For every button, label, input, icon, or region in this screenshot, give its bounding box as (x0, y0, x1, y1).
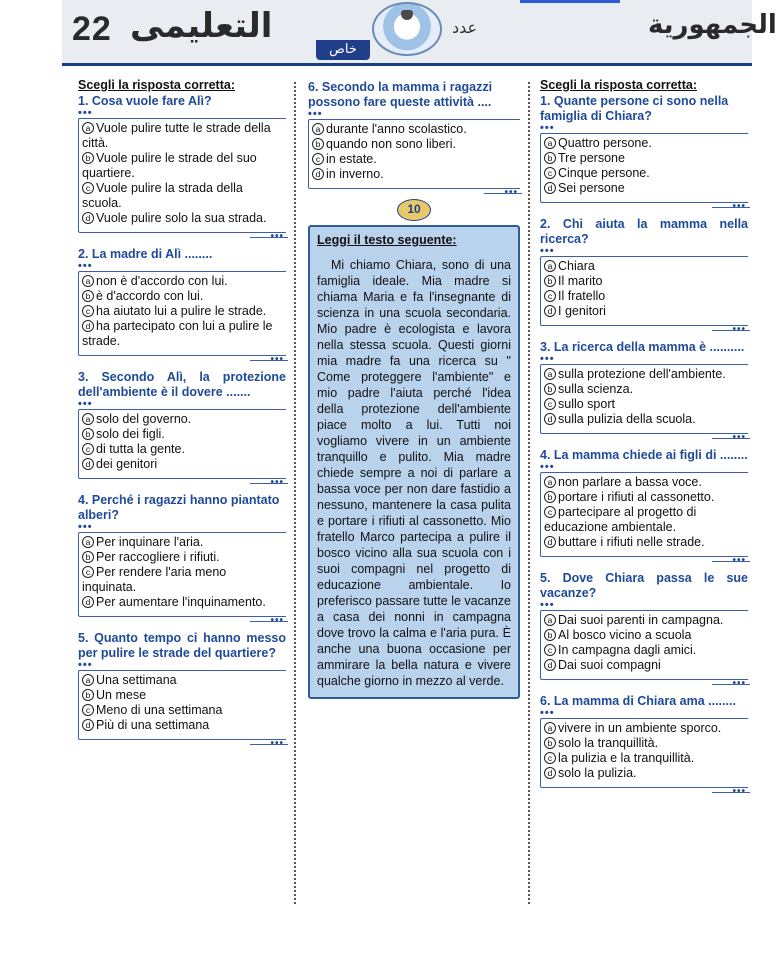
option-letter: c (82, 182, 94, 194)
option-text: partecipare al progetto di educazione ambientale. (544, 505, 697, 534)
option-letter: d (544, 413, 556, 425)
option-letter: c (82, 443, 94, 455)
option-letter: d (82, 719, 94, 731)
option-text: quando non sono liberi. (326, 137, 456, 151)
question-text: 3. Secondo Alì, la protezione dell'ambiente è il dovere ....... (78, 370, 286, 399)
option-letter: c (82, 704, 94, 716)
option-letter: a (312, 123, 324, 135)
answer-option[interactable] (82, 304, 282, 319)
option-text: Dai suoi compagni (558, 658, 661, 672)
option-text: sullo sport (558, 397, 615, 411)
column-divider-1 (294, 82, 296, 904)
option-letter: c (82, 305, 94, 317)
question-text: 4. Perché i ragazzi hanno piantato alberi? (78, 493, 280, 522)
option-text: Quattro persone. (558, 136, 652, 150)
section-title: التعليمى (130, 6, 273, 46)
right-column (540, 78, 748, 797)
answer-option[interactable] (544, 412, 744, 427)
option-text: la pulizia e la tranquillità. (558, 751, 695, 765)
answer-option[interactable] (544, 751, 744, 766)
option-text: ha partecipato con lui a pulire le strade. (82, 319, 273, 348)
answer-option[interactable] (82, 181, 282, 211)
option-text: di tutta la gente. (96, 442, 185, 456)
option-text: Per rendere l'aria meno inquinata. (82, 565, 227, 594)
option-text: Al bosco vicino a scuola (558, 628, 692, 642)
answer-option[interactable] (82, 151, 282, 181)
question-text: 1. Cosa vuole fare Alì? (78, 94, 212, 108)
issue-label: عدد (452, 18, 478, 37)
options-box (540, 256, 748, 335)
option-letter: d (82, 320, 94, 332)
answer-option[interactable] (544, 721, 744, 736)
option-text: I genitori (558, 304, 606, 318)
answer-option[interactable] (82, 319, 282, 349)
question-text: 5. Quanto tempo ci hanno messo per pulire le strade del quartiere? (78, 631, 286, 660)
option-text: Per aumentare l'inquinamento. (96, 595, 266, 609)
question-block (540, 217, 748, 335)
answer-option[interactable] (312, 137, 516, 152)
answer-option[interactable] (82, 274, 282, 289)
answer-option[interactable] (544, 643, 744, 658)
answer-option[interactable] (82, 535, 282, 550)
option-text: durante l'anno scolastico. (326, 122, 467, 136)
answer-option[interactable] (544, 613, 744, 628)
option-letter: a (544, 260, 556, 272)
question-block (78, 247, 286, 365)
option-text: Meno di una settimana (96, 703, 223, 717)
section-number-badge: 10 (397, 199, 431, 221)
option-text: In campagna dagli amici. (558, 643, 697, 657)
option-letter: b (82, 689, 94, 701)
option-letter: b (544, 152, 556, 164)
answer-option[interactable] (82, 718, 282, 733)
question-text: 6. La mamma di Chiara ama ........ (540, 694, 736, 708)
option-text: Una settimana (96, 673, 177, 687)
answer-option[interactable] (544, 658, 744, 673)
dots-decoration: ••• (270, 477, 284, 488)
option-letter: a (82, 413, 94, 425)
answer-option[interactable] (82, 289, 282, 304)
dots-decoration: ••• (78, 260, 93, 272)
option-letter: c (312, 153, 324, 165)
answer-option[interactable] (82, 211, 282, 226)
answer-option[interactable] (82, 121, 282, 151)
option-text: vivere in un ambiente sporco. (558, 721, 722, 735)
option-letter: a (544, 137, 556, 149)
question-text: 2. La madre di Alì ........ (78, 247, 213, 261)
option-text: solo del governo. (96, 412, 192, 426)
option-letter: c (82, 566, 94, 578)
dots-decoration: ••• (732, 555, 746, 566)
option-text: Cinque persone. (558, 166, 650, 180)
answer-option[interactable] (544, 766, 744, 781)
option-letter: b (82, 551, 94, 563)
dots-decoration: ••• (78, 521, 93, 533)
options-box (78, 271, 286, 365)
answer-option[interactable] (544, 136, 744, 151)
question-block (78, 94, 286, 242)
option-letter: c (544, 644, 556, 656)
option-letter: c (544, 398, 556, 410)
option-letter: b (82, 152, 94, 164)
dots-decoration: ••• (732, 324, 746, 335)
option-letter: d (544, 182, 556, 194)
answer-option[interactable] (82, 442, 282, 457)
option-text: Vuole pulire solo la sua strada. (96, 211, 267, 225)
answer-option[interactable] (544, 367, 744, 382)
option-letter: d (544, 536, 556, 548)
answer-option[interactable] (82, 565, 282, 595)
option-text: Il fratello (558, 289, 606, 303)
instruction-label: Scegli la risposta corretta: (540, 78, 698, 92)
option-text: non è d'accordo con lui. (96, 274, 228, 288)
dots-decoration: ••• (732, 432, 746, 443)
dots-decoration: ••• (504, 187, 518, 198)
dots-decoration: ••• (270, 231, 284, 242)
answer-option[interactable] (82, 550, 282, 565)
options-box (540, 718, 748, 797)
option-letter: d (544, 659, 556, 671)
options-box (308, 119, 520, 198)
answer-option[interactable] (82, 457, 282, 472)
dots-decoration: ••• (270, 354, 284, 365)
answer-option[interactable] (82, 703, 282, 718)
answer-option[interactable] (544, 274, 744, 289)
dots-decoration: ••• (732, 201, 746, 212)
dots-decoration: ••• (270, 738, 284, 749)
top-accent-rule (520, 0, 620, 3)
option-text: Vuole pulire le strade del suo quartiere. (82, 151, 257, 180)
option-text: Sei persone (558, 181, 625, 195)
option-letter: c (544, 290, 556, 302)
option-letter: a (82, 536, 94, 548)
option-letter: d (544, 305, 556, 317)
option-text: sulla pulizia della scuola. (558, 412, 696, 426)
question-block (78, 493, 286, 626)
answer-option[interactable] (544, 259, 744, 274)
question-block (78, 631, 286, 749)
option-text: Il marito (558, 274, 603, 288)
question-block (540, 94, 748, 212)
dots-decoration: ••• (540, 707, 555, 719)
dots-decoration: ••• (540, 122, 555, 134)
option-text: solo la pulizia. (558, 766, 637, 780)
option-text: ha aiutato lui a pulire le strade. (96, 304, 267, 318)
ministry-seal-icon (372, 2, 442, 56)
option-text: sulla protezione dell'ambiente. (558, 367, 726, 381)
option-text: Per inquinare l'aria. (96, 535, 204, 549)
option-letter: d (82, 458, 94, 470)
answer-option[interactable] (82, 412, 282, 427)
option-letter: b (544, 383, 556, 395)
option-text: Dai suoi parenti in campagna. (558, 613, 724, 627)
question-text: 4. La mamma chiede ai figli di ........ (540, 448, 748, 462)
option-text: dei genitori (96, 457, 158, 471)
option-text: portare i rifiuti al cassonetto. (558, 490, 715, 504)
option-letter: a (82, 674, 94, 686)
option-letter: b (82, 290, 94, 302)
option-letter: c (544, 752, 556, 764)
answer-option[interactable] (544, 736, 744, 751)
option-text: Per raccogliere i rifiuti. (96, 550, 220, 564)
dots-decoration: ••• (78, 107, 93, 119)
question-block (540, 694, 748, 797)
dots-decoration: ••• (732, 678, 746, 689)
option-letter: d (82, 596, 94, 608)
option-letter: d (312, 168, 324, 180)
answer-option[interactable] (544, 166, 744, 181)
option-letter: a (544, 614, 556, 626)
options-box (78, 409, 286, 488)
option-letter: b (544, 629, 556, 641)
question-text: 5. Dove Chiara passa le sue vacanze? (540, 571, 748, 600)
left-column (78, 78, 286, 749)
question-block (540, 448, 748, 566)
dots-decoration: ••• (78, 659, 93, 671)
passage-title: Leggi il testo seguente: (317, 233, 457, 247)
dots-decoration: ••• (270, 615, 284, 626)
option-text: è d'accordo con lui. (96, 289, 204, 303)
option-letter: b (544, 491, 556, 503)
dots-decoration: ••• (540, 245, 555, 257)
option-letter: d (82, 212, 94, 224)
option-letter: c (544, 506, 556, 518)
option-text: in inverno. (326, 167, 384, 181)
option-text: solo la tranquillità. (558, 736, 659, 750)
option-letter: b (544, 737, 556, 749)
option-letter: b (82, 428, 94, 440)
option-letter: a (544, 368, 556, 380)
option-letter: a (544, 476, 556, 488)
answer-option[interactable] (82, 688, 282, 703)
option-letter: a (82, 275, 94, 287)
newspaper-logo: الجمهورية (648, 10, 777, 40)
options-box (540, 364, 748, 443)
option-text: Tre persone (558, 151, 625, 165)
options-box (540, 610, 748, 689)
answer-option[interactable] (544, 490, 744, 505)
answer-option[interactable] (544, 151, 744, 166)
option-letter: a (544, 722, 556, 734)
question-text: 2. Chi aiuta la mamma nella ricerca? (540, 217, 748, 246)
options-box (78, 118, 286, 242)
answer-option[interactable] (544, 475, 744, 490)
option-text: Vuole pulire la strada della scuola. (82, 181, 243, 210)
special-badge: خاص (316, 40, 370, 60)
option-letter: b (312, 138, 324, 150)
answer-option[interactable] (544, 505, 744, 535)
answer-option[interactable] (544, 382, 744, 397)
option-text: Un mese (96, 688, 147, 702)
answer-option[interactable] (544, 628, 744, 643)
options-box (540, 133, 748, 212)
dots-decoration: ••• (540, 353, 555, 365)
option-text: buttare i rifiuti nelle strade. (558, 535, 705, 549)
instruction-label: Scegli la risposta corretta: (78, 78, 236, 92)
answer-option[interactable] (82, 673, 282, 688)
option-text: Vuole pulire tutte le strade della città. (82, 121, 271, 150)
question-text: 1. Quante persone ci sono nella famiglia di Chiara? (540, 94, 729, 123)
question-block (540, 340, 748, 443)
options-box (78, 670, 286, 749)
reading-passage (308, 225, 520, 699)
answer-option[interactable] (82, 595, 282, 610)
dots-decoration: ••• (540, 461, 555, 473)
option-text: solo dei figli. (96, 427, 165, 441)
dots-decoration: ••• (308, 108, 323, 120)
question-text: 3. La ricerca della mamma è .......... (540, 340, 745, 354)
answer-option[interactable] (544, 397, 744, 412)
dots-decoration: ••• (732, 786, 746, 797)
column-divider-2 (528, 82, 530, 904)
page-number: 22 (72, 10, 112, 48)
dots-decoration: ••• (78, 398, 93, 410)
answer-option[interactable] (82, 427, 282, 442)
answer-option[interactable] (544, 535, 744, 550)
option-text: in estate. (326, 152, 377, 166)
answer-option[interactable] (544, 289, 744, 304)
answer-option[interactable] (544, 181, 744, 196)
answer-option[interactable] (312, 167, 516, 182)
question-text: 6. Secondo la mamma i ragazzi possono fare queste attività .... (308, 80, 493, 109)
option-text: Più di una settimana (96, 718, 210, 732)
option-letter: a (82, 122, 94, 134)
option-text: sulla scienza. (558, 382, 634, 396)
passage-text: Mi chiamo Chiara, sono di una famiglia ideale. Mia madre si chiama Maria e fa l'insegnante di scienza in una scuola secondaria. Mio padre è ecologista e lavora nella stessa scuola. Questi giorni mia madre fa una ricerca su " Come proteggere l'ambiente" e mio padre l'aiuta perché l'idea della protezione dell'ambiente piace molto a lui. Tutti noi vogliamo vivere in un ambiente tranquillo e pulito. Mia madre chiede sempre a noi di parlare a bassa voce per non dare fastidio a nessuno, mantenere la casa pulita e portare i rifiuti al cassonetto. Mio fratello Marco partecipa a pulire il bosco vicino alla sua scuola con i suoi compagni nel progetto di educazione ambientale. Io preferisco passare tutte le vacanze a casa dei nonni in campagna dove trovo la calma e l'aria pura. È anche una buona occasione per ammirare la bella natura e vivere qualche giorno in mezzo al verde. (317, 258, 511, 688)
question-block (78, 370, 286, 488)
question-block (308, 80, 520, 198)
options-box (78, 532, 286, 626)
middle-column (308, 78, 520, 699)
answer-option[interactable] (544, 304, 744, 319)
option-letter: d (544, 767, 556, 779)
option-text: Chiara (558, 259, 595, 273)
answer-option[interactable] (312, 122, 516, 137)
option-letter: b (544, 275, 556, 287)
answer-option[interactable] (312, 152, 516, 167)
options-box (540, 472, 748, 566)
option-letter: c (544, 167, 556, 179)
dots-decoration: ••• (540, 599, 555, 611)
question-block (540, 571, 748, 689)
option-text: non parlare a bassa voce. (558, 475, 702, 489)
